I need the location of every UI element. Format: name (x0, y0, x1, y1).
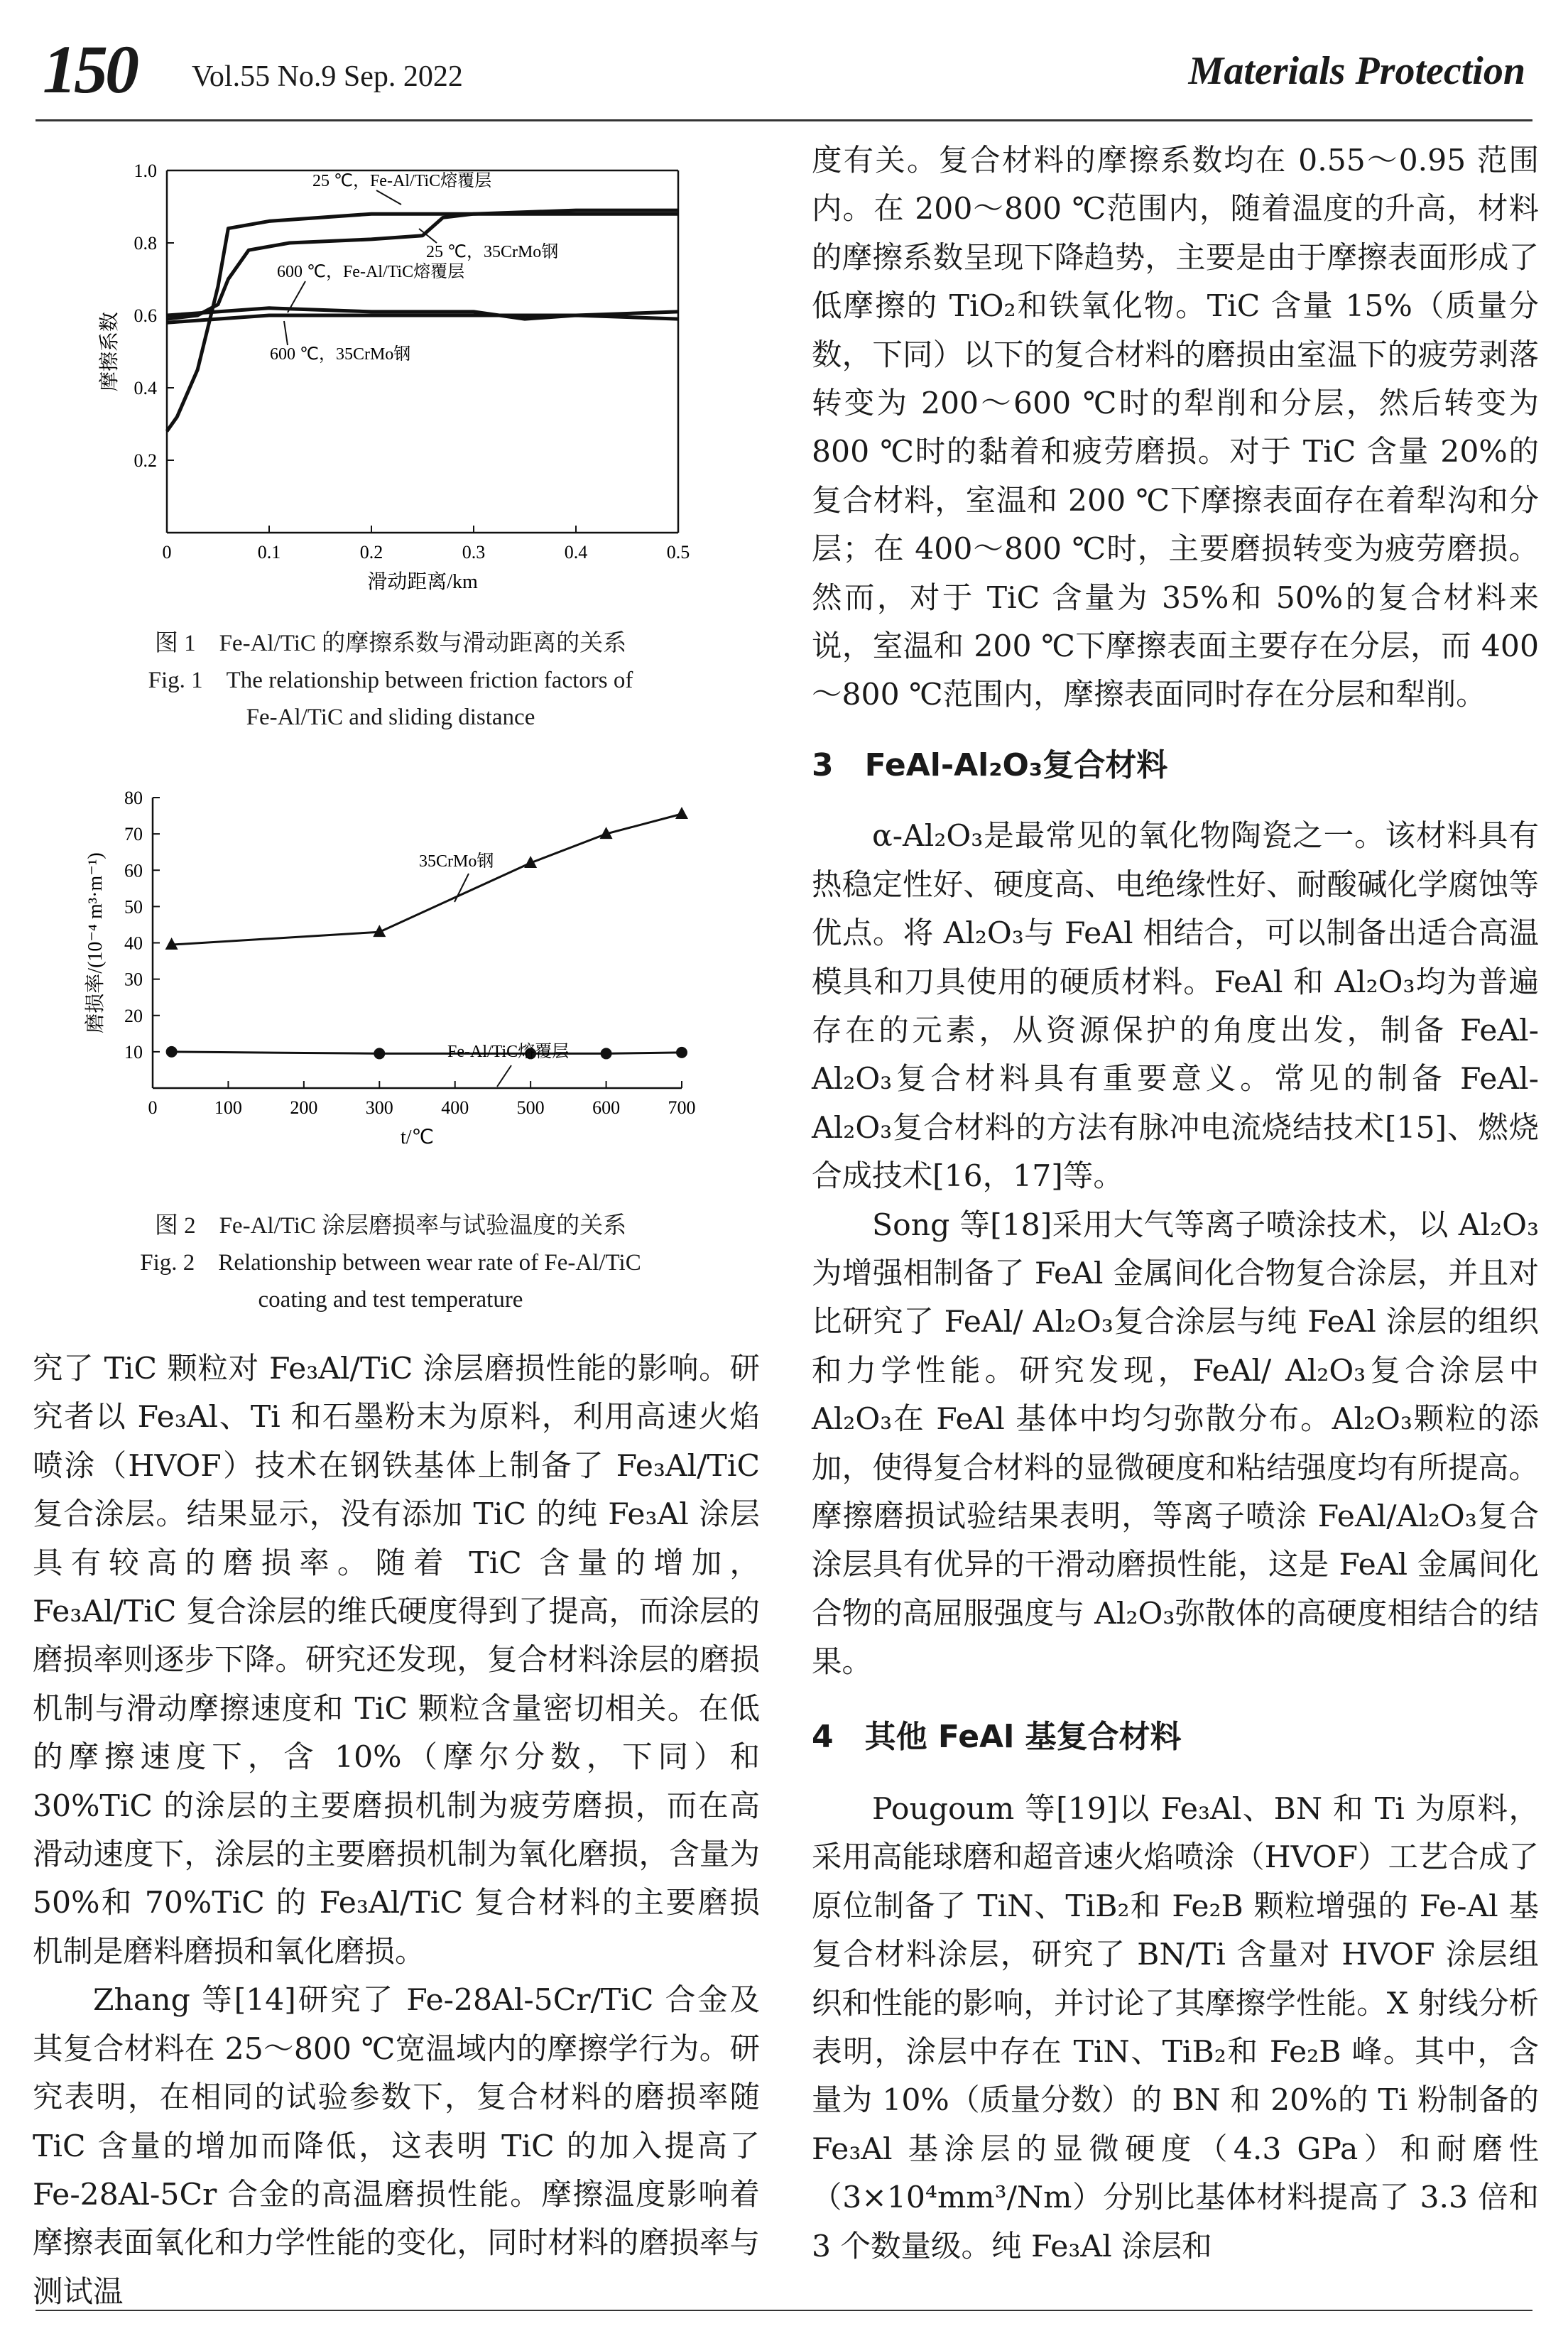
y-axis-label: 磨损率/(10⁻⁴ m³·m⁻¹) (85, 852, 107, 1033)
paragraph: Song 等[18]采用大气等离子喷涂技术，以 Al₂O₃为增强相制备了 FeAl 金属间化合物复合涂层，并且对比研究了 FeAl/ Al₂O₃复合涂层与纯 FeAl 涂层的组织和力学性能。研究发现，FeAl/ Al₂O₃复合涂层中 Al₂O₃在 FeAl 基体中均匀弥散分布。Al₂O₃颗粒的添加，使得复合材料的显微硬度和粘结强度均有所提高。摩擦磨损试验结果表明，等离子喷涂 FeAl/Al₂O₃复合涂层具有优异的干滑动磨损性能，这是 FeAl 金属间化合物的高屈服强度与 Al₂O₃弥散体的高硬度相结合的结果。 (812, 1207, 1539, 1680)
fig1-caption-en1: Fig. 1 The relationship between friction factors of (148, 668, 633, 693)
y-tick-label: 40 (124, 933, 143, 954)
data-point (374, 1048, 385, 1059)
x-tick-label: 0 (148, 1097, 158, 1118)
y-tick-label: 30 (124, 969, 143, 990)
x-tick-label: 0.4 (564, 542, 588, 563)
page-number: 150 (43, 31, 136, 107)
paragraph: 究了 TiC 颗粒对 Fe₃Al/TiC 涂层磨损性能的影响。研究者以 Fe₃Al、Ti 和石墨粉末为原料，利用高速火焰喷涂（HVOF）技术在钢铁基体上制备了 Fe₃Al/TiC 复合涂层。结果显示，没有添加 TiC 的纯 Fe₃Al 涂层具有较高的磨损率。随着 TiC 含量的增加，Fe₃Al/TiC 复合涂层的维氏硬度得到了提高，而涂层的磨损率则逐步下降。研究还发现，复合材料涂层的磨损机制与滑动摩擦速度和 TiC 颗粒含量密切相关。在低的摩擦速度下，含 10%（摩尔分数，下同）和 30%TiC 的涂层的主要磨损机制为疲劳磨损，而在高滑动速度下，涂层的主要磨损机制为氧化磨损，含量为 50%和 70%TiC 的 Fe₃Al/TiC 复合材料的主要磨损机制是磨料磨损和氧化磨损。 (33, 1352, 760, 1969)
paragraph: Zhang 等[14]研究了 Fe-28Al-5Cr/TiC 合金及其复合材料在 25～800 ℃宽温域内的摩擦学行为。研究表明，在相同的试验参数下，复合材料的磨损率随 TiC 含量的增加而降低，这表明 TiC 的加入提高了 Fe-28Al-5Cr 合金的高温磨损性能。摩擦温度影响着摩擦表面氧化和力学性能的变化，同时材料的磨损率与测试温 (33, 1983, 760, 2310)
data-point (601, 1048, 612, 1059)
y-axis-label: 摩擦系数 (99, 311, 121, 392)
x-tick-label: 700 (668, 1097, 696, 1118)
x-tick-label: 200 (290, 1097, 318, 1118)
data-point (166, 1046, 178, 1058)
x-tick-label: 100 (214, 1097, 242, 1118)
y-tick-label: 50 (124, 896, 143, 918)
right-column-text (812, 137, 1539, 2271)
data-point (676, 1047, 687, 1058)
y-tick-label: 80 (124, 788, 143, 808)
x-tick-label: 0.5 (666, 542, 690, 563)
data-point (675, 807, 688, 819)
y-tick-label: 0.2 (134, 450, 157, 471)
fig1-label-a: 25 ℃，Fe-Al/TiC熔覆层 (312, 172, 492, 190)
fig1-caption-en2: Fe-Al/TiC and sliding distance (246, 705, 535, 730)
fig1-caption-cn: 图 1 Fe-Al/TiC 的摩擦系数与滑动距离的关系 (154, 631, 627, 656)
y-tick-label: 10 (124, 1041, 143, 1063)
x-axis-label: t/℃ (400, 1126, 435, 1148)
left-column-text (33, 1345, 760, 2317)
y-tick-label: 0.4 (134, 378, 157, 398)
journal-name: Materials Protection (1188, 49, 1525, 93)
x-tick-label: 0.2 (359, 542, 383, 563)
series-line-1 (167, 210, 678, 431)
paragraph: 度有关。复合材料的摩擦系数均在 0.55～0.95 范围内。在 200～800 ℃范围内，随着温度的升高，材料的摩擦系数呈现下降趋势，主要是由于摩擦表面形成了低摩擦的 TiO₂和铁氧化物。TiC 含量 15%（质量分数，下同）以下的复合材料的磨损由室温下的疲劳剥落转变为 200～600 ℃时的犁削和分层，然后转变为 800 ℃时的黏着和疲劳磨损。对于 TiC 含量 20%的复合材料，室温和 200 ℃下摩擦表面存在着犁沟和分层；在 400～800 ℃时，主要磨损转变为疲劳磨损。然而，对于 TiC 含量为 35%和 50%的复合材料来说，室温和 200 ℃下摩擦表面主要存在分层，而 400～800 ℃范围内，摩擦表面同时存在分层和犁削。 (812, 143, 1539, 713)
x-tick-label: 300 (365, 1097, 393, 1118)
x-tick-label: 0 (162, 542, 172, 563)
x-axis-label: 滑动距离/km (367, 571, 478, 593)
fig1-label-d: 600 ℃，35CrMo钢 (270, 345, 411, 364)
y-tick-label: 0.6 (134, 305, 157, 326)
y-tick-label: 70 (124, 824, 143, 845)
section-3-heading: 3 FeAl-Al₂O₃复合材料 (812, 746, 1168, 783)
volume-info: Vol.55 No.9 Sep. 2022 (192, 60, 463, 93)
fig1-label-c: 600 ℃，Fe-Al/TiC熔覆层 (277, 263, 465, 281)
paragraph: α-Al₂O₃是最常见的氧化物陶瓷之一。该材料具有热稳定性好、硬度高、电绝缘性好、耐酸碱化学腐蚀等优点。将 Al₂O₃与 FeAl 相结合，可以制备出适合高温模具和刀具使用的硬质材料。FeAl 和 Al₂O₃均为普遍存在的元素，从资源保护的角度出发，制备 FeAl-Al₂O₃复合材料具有重要意义。常见的制备 FeAl-Al₂O₃复合材料的方法有脉冲电流烧结技术[15]、燃烧合成技术[16，17]等。 (812, 819, 1539, 1195)
paragraph: Pougoum 等[19]以 Fe₃Al、BN 和 Ti 为原料，采用高能球磨和超音速火焰喷涂（HVOF）工艺合成了原位制备了 TiN、TiB₂和 Fe₂B 颗粒增强的 Fe-Al 基复合材料涂层，研究了 BN/Ti 含量对 HVOF 涂层组织和性能的影响，并讨论了其摩擦学性能。X 射线分析表明，涂层中存在 TiN、TiB₂和 Fe₂B 峰。其中，含量为 10%（质量分数）的 BN 和 20%的 Ti 粉制备的 Fe₃Al 基涂层的显微硬度（4.3 GPa）和耐磨性（3×10⁴mm³/Nm）分别比基体材料提高了 3.3 倍和 3 个数量级。纯 Fe₃Al 涂层和 (812, 1792, 1539, 2264)
x-tick-label: 500 (516, 1097, 545, 1118)
footer-rule (36, 2310, 1532, 2311)
y-tick-label: 1.0 (134, 161, 157, 181)
x-tick-label: 600 (592, 1097, 621, 1118)
header-rule (36, 119, 1532, 121)
x-tick-label: 400 (441, 1097, 469, 1118)
y-tick-label: 60 (124, 860, 143, 881)
page-header (0, 0, 1568, 107)
x-tick-label: 0.3 (462, 542, 486, 563)
section-4-heading: 4 其他 FeAl 基复合材料 (812, 1718, 1182, 1755)
fig2-caption-en1: Fig. 2 Relationship between wear rate of Fe-Al/TiC (140, 1250, 641, 1276)
figure-2 (14, 774, 767, 1321)
y-tick-label: 20 (124, 1005, 143, 1026)
fig2-label-steel: 35CrMo钢 (419, 852, 494, 871)
fig2-caption-cn: 图 2 Fe-Al/TiC 涂层磨损率与试验温度的关系 (154, 1213, 627, 1239)
figure-1 (14, 142, 767, 739)
y-tick-label: 0.8 (134, 233, 157, 254)
fig2-label-coating: Fe-Al/TiC熔覆层 (447, 1043, 570, 1061)
x-tick-label: 0.1 (257, 542, 281, 563)
figure-2-chart (14, 774, 767, 1215)
fig2-caption-en2: coating and test temperature (258, 1287, 523, 1313)
figure-1-chart (14, 142, 767, 625)
fig1-label-b: 25 ℃，35CrMo钢 (426, 243, 559, 261)
